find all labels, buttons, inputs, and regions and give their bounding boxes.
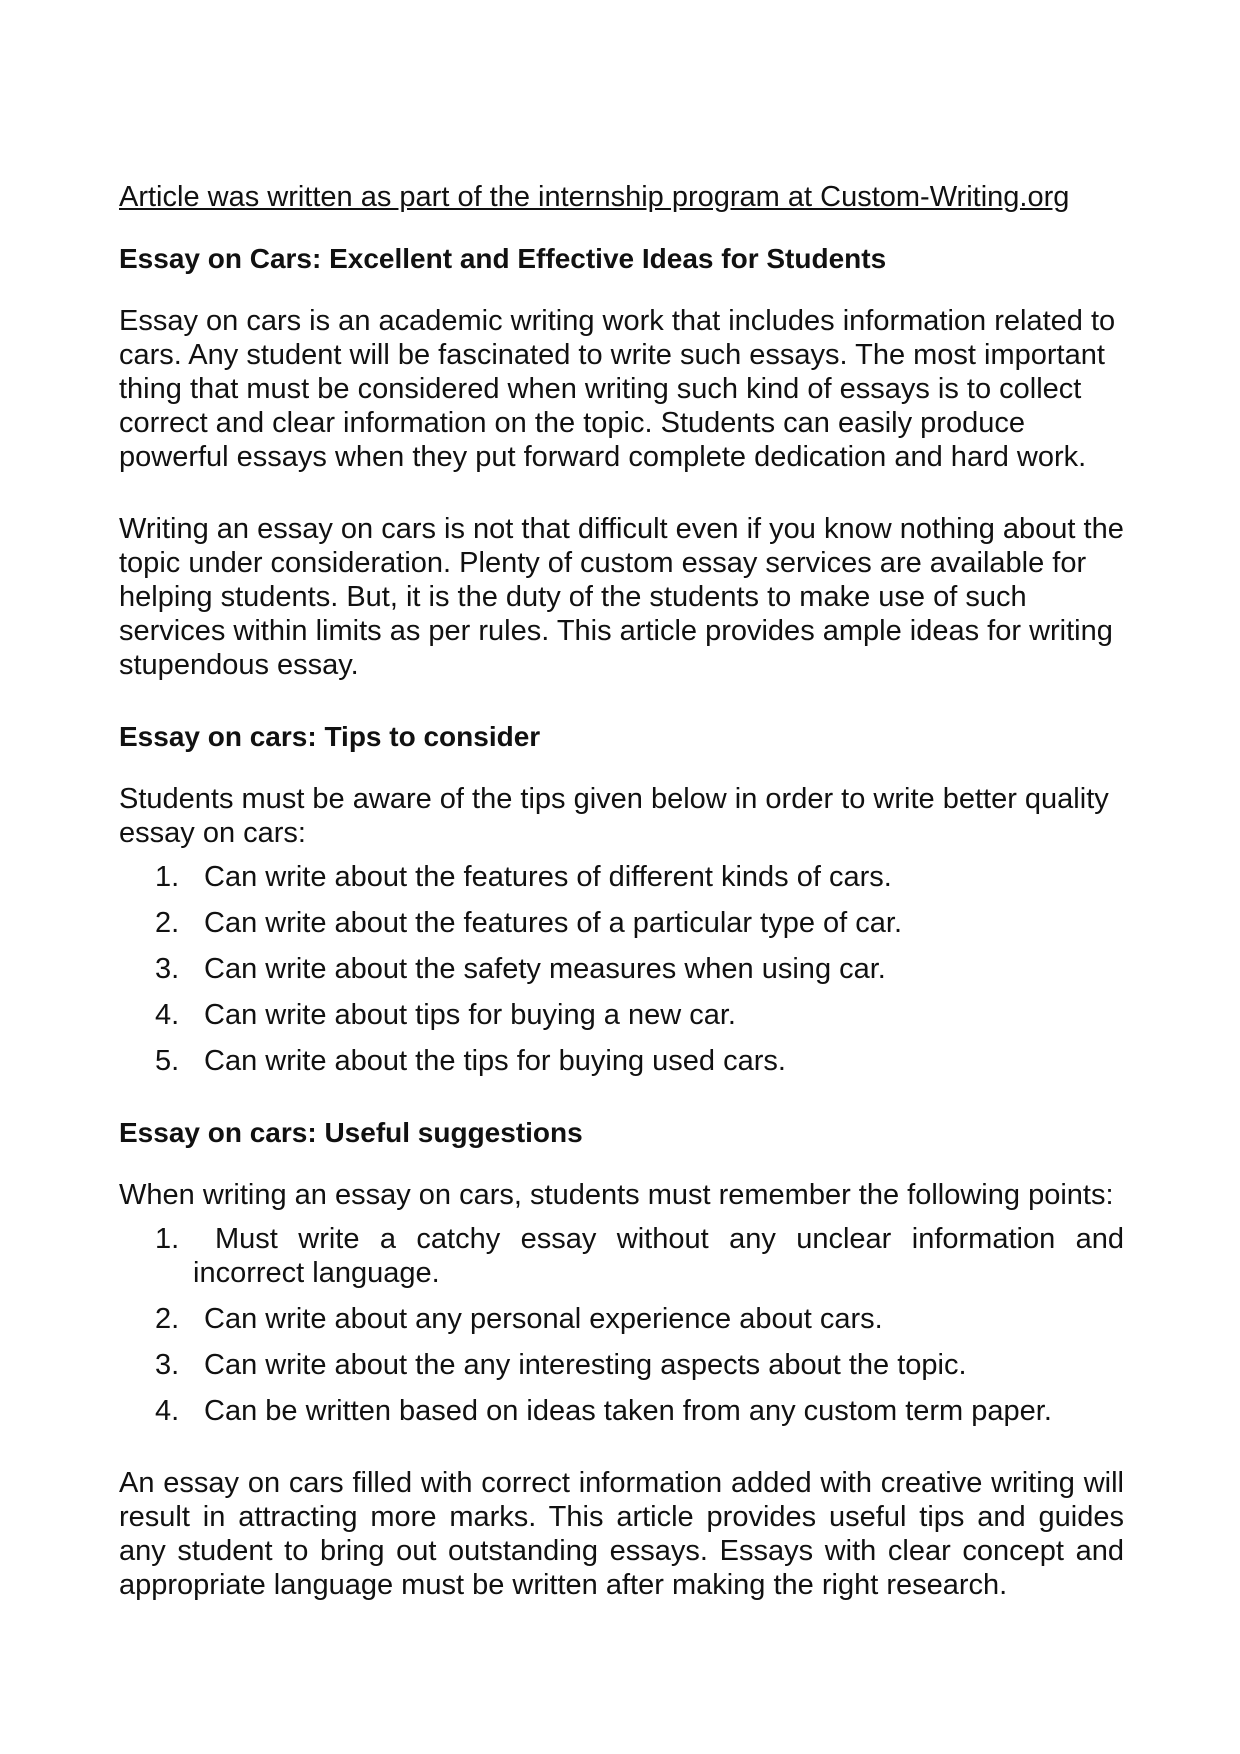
list-item bbox=[119, 1222, 1124, 1290]
list-item-number: 2. bbox=[155, 1303, 180, 1335]
intro-paragraph: Essay on cars is an academic writing work that includes information related to cars. Any student will be fascinated to write such essays. The most important thing that must be considered when writing such kind of essays is to collect correct and clear information on the topic. Students can easily produce powerful essays when they put forward complete dedication and hard work. bbox=[119, 305, 1116, 473]
second-paragraph: Writing an essay on cars is not that difficult even if you know nothing about the topic under consideration. Plenty of custom essay services are available for helping students. But, it is the duty of the students to make use of such services within limits as per rules. This article provides ample ideas for writing stupendous essay. bbox=[119, 513, 1124, 681]
suggestions-intro: When writing an essay on cars, students must remember the following points: bbox=[119, 1179, 1114, 1211]
source-link[interactable]: Article was written as part of the internship program at Custom-Writing.org bbox=[119, 181, 1070, 213]
list-item bbox=[119, 952, 1124, 986]
list-item bbox=[119, 1348, 1124, 1382]
list-item-text: Can write about the features of different kinds of cars. bbox=[204, 861, 892, 893]
list-item bbox=[119, 860, 1124, 894]
list-item bbox=[119, 1044, 1124, 1078]
list-item-number: 1. bbox=[155, 1223, 180, 1255]
list-item-text: Can write about the safety measures when using car. bbox=[204, 953, 886, 985]
list-item-number: 4. bbox=[155, 999, 180, 1031]
list-item-text: Can write about tips for buying a new car. bbox=[204, 999, 736, 1031]
tips-heading: Essay on cars: Tips to consider bbox=[119, 721, 541, 752]
list-item-text: Can write about the any interesting aspects about the topic. bbox=[204, 1349, 967, 1381]
tips-list bbox=[119, 860, 1124, 1078]
list-item-number: 3. bbox=[155, 1349, 180, 1381]
list-item-number: 3. bbox=[155, 953, 180, 985]
list-item-number: 1. bbox=[155, 861, 180, 893]
list-item-number: 2. bbox=[155, 907, 180, 939]
list-item-number: 4. bbox=[155, 1395, 180, 1427]
list-item bbox=[119, 998, 1124, 1032]
list-item-text: Can be written based on ideas taken from any custom term paper. bbox=[204, 1395, 1052, 1427]
list-item bbox=[119, 1302, 1124, 1336]
list-item-number: 5. bbox=[155, 1045, 180, 1077]
document-title: Essay on Cars: Excellent and Effective Ideas for Students bbox=[119, 243, 887, 274]
tips-intro: Students must be aware of the tips given below in order to write better quality essay on cars: bbox=[119, 783, 1109, 849]
document-body bbox=[119, 180, 1124, 1640]
suggestions-heading: Essay on cars: Useful suggestions bbox=[119, 1117, 583, 1148]
suggestions-list bbox=[119, 1222, 1124, 1428]
list-item bbox=[119, 1394, 1124, 1428]
list-item bbox=[119, 906, 1124, 940]
list-item-text: Can write about any personal experience about cars. bbox=[204, 1303, 883, 1335]
list-item-text: Can write about the tips for buying used cars. bbox=[204, 1045, 786, 1077]
list-item-text: Must write a catchy essay without any unclear information and incorrect language. bbox=[193, 1223, 1124, 1289]
list-item-text: Can write about the features of a particular type of car. bbox=[204, 907, 902, 939]
conclusion-paragraph: An essay on cars filled with correct information added with creative writing will result in attracting more marks. This article provides useful tips and guides any student to bring out outstanding essays. Essays with clear concept and appropriate language must be written after making the right research. bbox=[119, 1467, 1124, 1601]
